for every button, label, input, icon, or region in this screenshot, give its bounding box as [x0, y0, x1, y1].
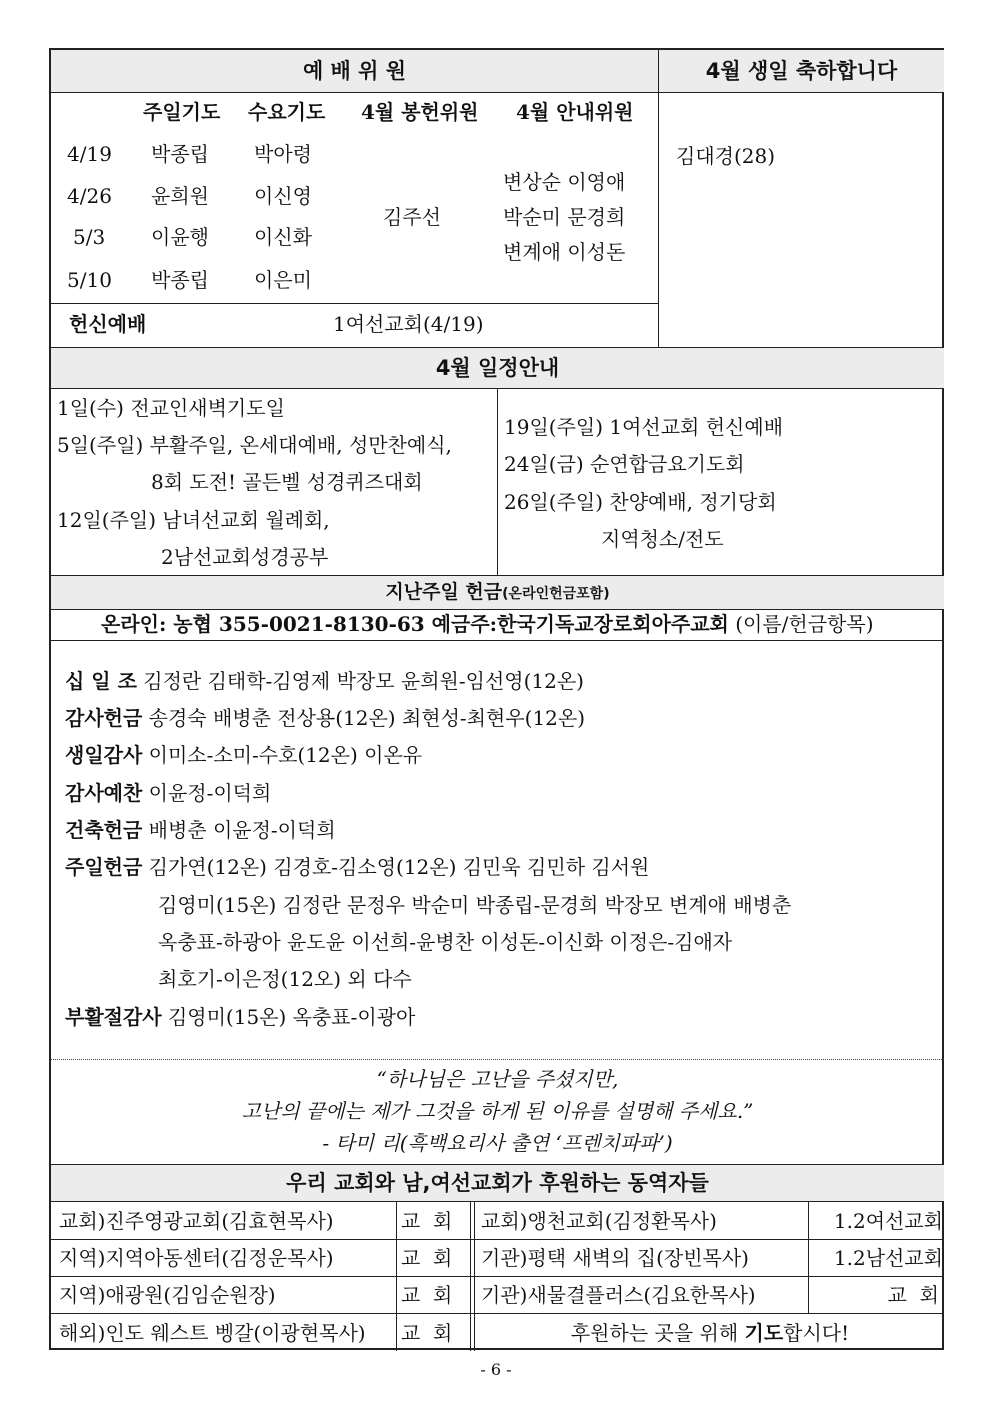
online-account [101, 612, 874, 636]
row-sunday: 박종립 [151, 268, 209, 292]
mission-name: 기관)평택 새벽의 집(장빈목사) [481, 1246, 749, 1270]
offering-label: 건축헌금 [65, 818, 143, 842]
mission-name: 지역)지역아동센터(김정운목사) [59, 1246, 334, 1270]
quote-line: “하나님은 고난을 주셨지만, [376, 1067, 619, 1091]
col-header-wednesday-prayer: 수요기도 [248, 100, 326, 124]
birthday-names: 김대경(28) [676, 144, 776, 168]
mission-name: 기관)새물결플러스(김요한목사) [481, 1283, 756, 1307]
usher-line: 변계애 이성돈 [503, 240, 626, 264]
offering-header [51, 576, 944, 609]
schedule-item: 지역청소/전도 [601, 527, 724, 551]
row-date: 5/10 [67, 268, 112, 292]
page-number: - 6 - [480, 1360, 512, 1379]
prayer-call-bold: 기도 [744, 1321, 784, 1345]
dotted-divider [51, 1059, 944, 1060]
mission-sponsor: 교 회 [401, 1321, 453, 1345]
offering-names: 이윤정-이덕희 [148, 781, 272, 805]
mission-sponsor: 교 회 [887, 1283, 939, 1307]
offering-label: 감사헌금 [65, 706, 143, 730]
offering-names: 김영미(15온) 옥충표-이광아 [167, 1005, 416, 1029]
offering-label: 감사예찬 [65, 781, 143, 805]
row-wednesday: 이신화 [254, 225, 312, 249]
offering-label: 생일감사 [65, 743, 143, 767]
offering-names: 이미소-소미-수호(12온) 이온유 [148, 743, 423, 767]
bulletin-page [49, 48, 944, 1350]
usher-line: 변상순 이영애 [503, 170, 626, 194]
offering-label: 십 일 조 [65, 669, 137, 693]
offering-names: 김정란 김태학-김영제 박장모 윤희원-임선영(12온) [143, 669, 584, 693]
row-wednesday: 이신영 [254, 184, 312, 208]
offering-line [65, 706, 585, 730]
mission-sponsor: 교 회 [401, 1246, 453, 1270]
offering-line [65, 743, 422, 767]
mission-sponsor: 교 회 [401, 1283, 453, 1307]
schedule-item: 1일(수) 전교인새벽기도일 [57, 396, 285, 420]
offering-member: 김주선 [383, 205, 441, 229]
prayer-call-post: 합시다! [783, 1321, 850, 1345]
row-wednesday: 이은미 [254, 268, 312, 292]
schedule-header: 4월 일정안내 [51, 348, 944, 388]
row-sunday: 윤희원 [151, 184, 209, 208]
birthday-header: 4월 생일 축하합니다 [659, 50, 944, 92]
offering-label: 부활절감사 [65, 1005, 162, 1029]
missions-header: 우리 교회와 남,여선교회가 후원하는 동역자들 [51, 1165, 944, 1201]
schedule-item: 2남선교회성경공부 [161, 545, 329, 569]
mission-name: 교회)앵천교회(김정환목사) [481, 1209, 717, 1233]
row-date: 5/3 [73, 225, 106, 249]
offering-title: 지난주일 헌금 [385, 581, 503, 603]
offering-label: 주일헌금 [65, 855, 143, 879]
offering-title-note: (온라인헌금포함) [502, 586, 610, 602]
schedule-item: 12일(주일) 남녀선교회 월례회, [57, 508, 330, 532]
offering-line [65, 818, 336, 842]
col-header-offering: 4월 봉헌위원 [361, 100, 479, 124]
row-sunday: 이윤행 [151, 225, 209, 249]
schedule-item: 26일(주일) 찬양예배, 정기당회 [504, 490, 777, 514]
mission-name: 해외)인도 웨스트 벵갈(이광현목사) [59, 1321, 366, 1345]
schedule-item: 19일(주일) 1여선교회 헌신예배 [504, 415, 784, 439]
offering-names: 김가연(12온) 김경호-김소영(12온) 김민욱 김민하 김서원 [148, 855, 650, 879]
worship-header: 예 배 위 원 [51, 50, 658, 92]
offering-line [65, 855, 649, 879]
row-sunday: 박종립 [151, 142, 209, 166]
online-account-note: (이름/헌금항목) [735, 612, 874, 636]
mission-sponsor: 1.2여선교회 [833, 1209, 943, 1233]
schedule-item: 24일(금) 순연합금요기도회 [504, 452, 745, 476]
offering-continuation: 최호기-이은정(12오) 외 다수 [158, 967, 412, 991]
prayer-call-pre: 후원하는 곳을 위해 [570, 1321, 745, 1345]
prayer-call [476, 1321, 944, 1345]
col-header-sunday-prayer: 주일기도 [143, 100, 221, 124]
offering-names: 배병춘 이윤정-이덕희 [148, 818, 336, 842]
row-wednesday: 박아령 [254, 142, 312, 166]
dedication-label: 헌신예배 [69, 312, 147, 336]
offering-line [65, 669, 584, 693]
row-date: 4/19 [67, 142, 112, 166]
offering-line [65, 1005, 415, 1029]
usher-line: 박순미 문경희 [503, 205, 626, 229]
schedule-item: 5일(주일) 부활주일, 온세대예배, 성만찬예식, [57, 433, 452, 457]
quote-line: 고난의 끝에는 제가 그것을 하게 된 이유를 설명해 주세요.” [241, 1099, 754, 1123]
mission-sponsor: 1.2남선교회 [833, 1246, 943, 1270]
offering-continuation: 옥충표-하광아 윤도윤 이선희-윤병찬 이성돈-이신화 이정은-김애자 [158, 930, 733, 954]
col-header-usher: 4월 안내위원 [516, 100, 634, 124]
dedication-value: 1여선교회(4/19) [333, 312, 484, 336]
mission-sponsor: 교 회 [401, 1209, 453, 1233]
offering-continuation: 김영미(15온) 김정란 문정우 박순미 박종립-문경희 박장모 변계애 배병춘 [158, 893, 792, 917]
quote-line: - 타미 리(흑백요리사 출연 ‘프렌치파파’) [322, 1131, 673, 1155]
mission-name: 교회)진주영광교회(김효현목사) [59, 1209, 334, 1233]
schedule-item: 8회 도전! 골든벨 성경퀴즈대회 [151, 470, 423, 494]
online-account-label: 온라인: 농협 355-0021-8130-63 예금주:한국기독교장로회아주교회 [101, 612, 729, 636]
offering-names: 송경숙 배병춘 전상용(12온) 최현성-최현우(12온) [148, 706, 586, 730]
row-date: 4/26 [67, 184, 112, 208]
offering-line [65, 781, 271, 805]
mission-name: 지역)애광원(김임순원장) [59, 1283, 276, 1307]
